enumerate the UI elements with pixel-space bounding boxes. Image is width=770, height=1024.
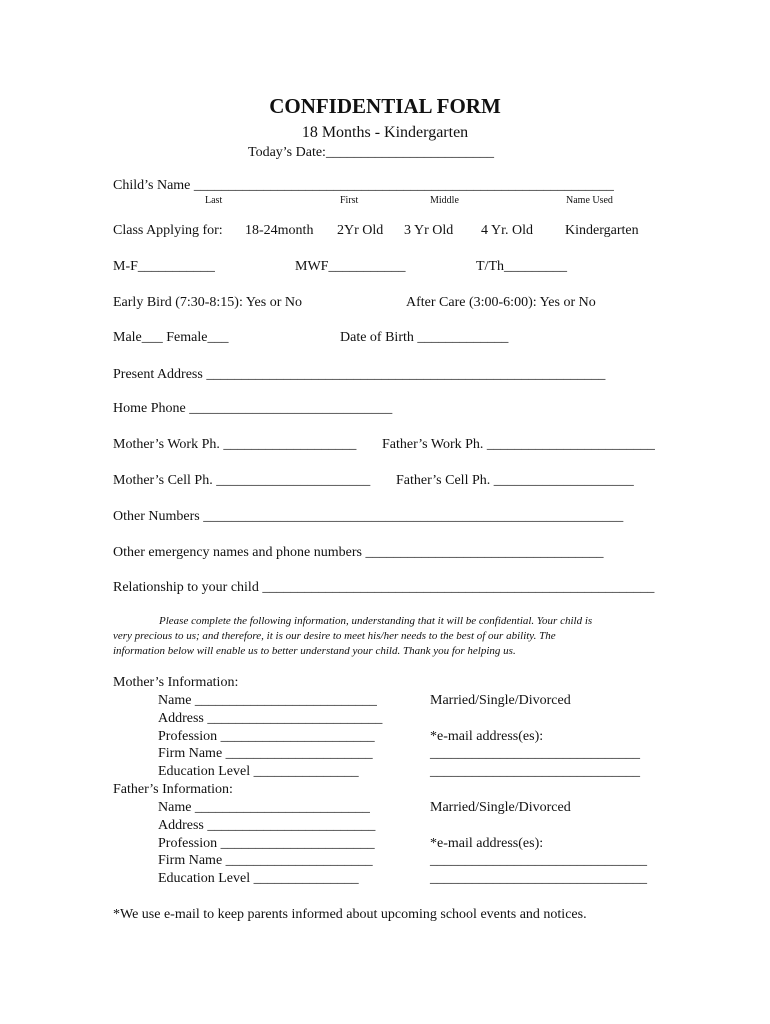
mother-email-line-1[interactable]: ______________________________ [430, 746, 640, 761]
note-line-1: Please complete the following information, understanding that it will be confidential. Your child is [159, 615, 593, 627]
class-option-18-24month[interactable]: 18-24month [245, 223, 314, 238]
father-firm-field[interactable]: Firm Name _____________________ [158, 853, 373, 868]
mother-info-heading: Mother’s Information: [113, 675, 239, 690]
class-applying-label: Class Applying for: [113, 223, 223, 238]
mother-name-field[interactable]: Name __________________________ [158, 693, 377, 708]
after-care-field[interactable]: After Care (3:00-6:00): Yes or No [406, 295, 596, 310]
note-line-2: very precious to us; and therefore, it is our desire to meet his/her needs to the best of our ability. The [113, 630, 556, 642]
relationship-field[interactable]: Relationship to your child ________________________________________________________ [113, 580, 655, 595]
father-name-field[interactable]: Name _________________________ [158, 800, 370, 815]
child-name-last-label: Last [205, 195, 223, 206]
father-work-phone-field[interactable]: Father’s Work Ph. ________________________ [382, 437, 655, 452]
mother-profession-field[interactable]: Profession ______________________ [158, 729, 375, 744]
date-of-birth-field[interactable]: Date of Birth _____________ [340, 330, 509, 345]
mother-work-phone-field[interactable]: Mother’s Work Ph. ___________________ [113, 437, 357, 452]
class-option-kindergarten[interactable]: Kindergarten [565, 223, 639, 238]
mother-email-label: *e-mail address(es): [430, 729, 544, 744]
mother-education-field[interactable]: Education Level _______________ [158, 764, 359, 779]
class-option-2yr[interactable]: 2Yr Old [337, 223, 384, 238]
present-address-field[interactable]: Present Address _________________________________________________________ [113, 367, 606, 382]
father-profession-field[interactable]: Profession ______________________ [158, 836, 375, 851]
father-email-line-1[interactable]: _______________________________ [430, 853, 647, 868]
confidential-note [113, 614, 663, 659]
email-footnote: *We use e-mail to keep parents informed about upcoming school events and notices. [113, 907, 587, 922]
child-name-field[interactable]: Child’s Name ____________________________________________________________ [113, 178, 614, 193]
father-education-field[interactable]: Education Level _______________ [158, 871, 359, 886]
mother-cell-phone-field[interactable]: Mother’s Cell Ph. ______________________ [113, 473, 371, 488]
home-phone-field[interactable]: Home Phone _____________________________ [113, 401, 393, 416]
class-option-4yr[interactable]: 4 Yr. Old [481, 223, 533, 238]
father-email-label: *e-mail address(es): [430, 836, 544, 851]
schedule-mwf-field[interactable]: MWF___________ [295, 259, 406, 274]
father-email-line-2[interactable]: _______________________________ [430, 871, 647, 886]
note-line-3: information below will enable us to better understand your child. Thank you for helping us. [113, 645, 516, 657]
gender-field[interactable]: Male___ Female___ [113, 330, 229, 345]
schedule-mf-field[interactable]: M-F___________ [113, 259, 215, 274]
child-name-middle-label: Middle [430, 195, 459, 206]
schedule-tth-field[interactable]: T/Th_________ [476, 259, 567, 274]
mother-marital-status[interactable]: Married/Single/Divorced [430, 693, 571, 708]
father-address-field[interactable]: Address ________________________ [158, 818, 376, 833]
father-info-heading: Father’s Information: [113, 782, 233, 797]
emergency-contacts-field[interactable]: Other emergency names and phone numbers __________________________________ [113, 545, 604, 560]
form-title: CONFIDENTIAL FORM [269, 94, 501, 118]
other-numbers-field[interactable]: Other Numbers ____________________________________________________________ [113, 509, 624, 524]
todays-date-field[interactable]: Today’s Date:________________________ [248, 145, 494, 160]
father-cell-phone-field[interactable]: Father’s Cell Ph. ____________________ [396, 473, 634, 488]
mother-email-line-2[interactable]: ______________________________ [430, 764, 640, 779]
child-name-first-label: First [340, 195, 359, 206]
child-name-used-label: Name Used [566, 195, 613, 206]
early-bird-field[interactable]: Early Bird (7:30-8:15): Yes or No [113, 295, 302, 310]
mother-address-field[interactable]: Address _________________________ [158, 711, 383, 726]
class-option-3yr[interactable]: 3 Yr Old [404, 223, 454, 238]
mother-firm-field[interactable]: Firm Name _____________________ [158, 746, 373, 761]
form-subtitle: 18 Months - Kindergarten [301, 124, 469, 141]
father-marital-status[interactable]: Married/Single/Divorced [430, 800, 571, 815]
